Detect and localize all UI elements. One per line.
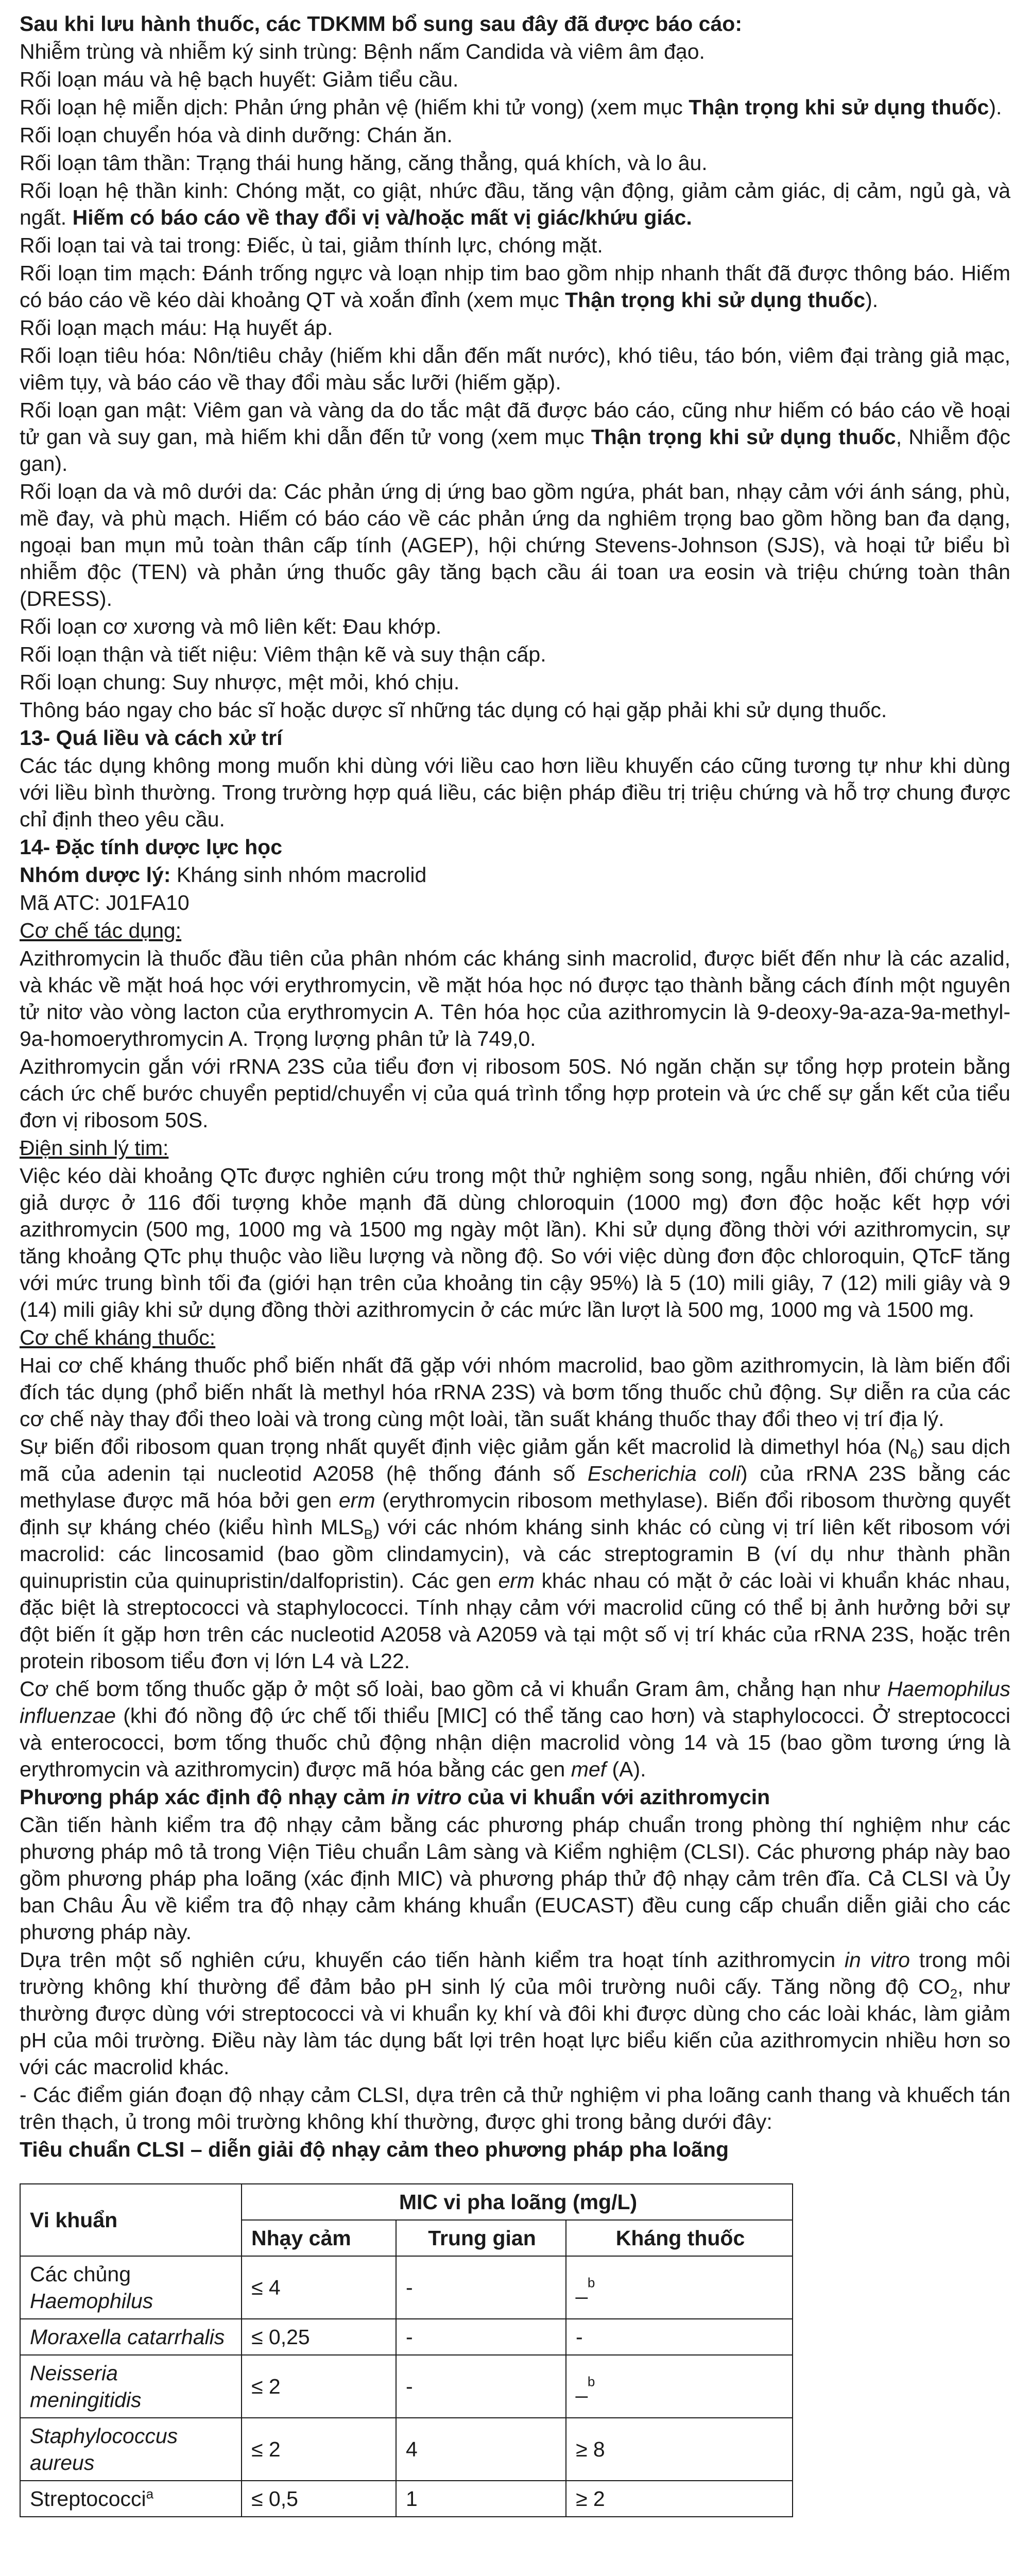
cell-organism <box>20 2355 242 2418</box>
italic-organism: Escherichia coli <box>587 1462 741 1485</box>
resistant-value: ≥ 2 <box>576 2487 605 2511</box>
paragraph-psychiatric: Rối loạn tâm thần: Trạng thái hung hăng, căng thẳng, quá khích, và lo âu. <box>20 151 708 175</box>
paragraph-method-3: - Các điểm gián đoạn độ nhạy cảm CLSI, dựa trên cả thử nghiệm vi pha loãng canh thang và khuếch tán trên thạch, ủ trong môi trường không khí thường, được ghi trong bảng dưới đây: <box>20 2083 1010 2133</box>
table-row <box>20 2319 793 2355</box>
italic-gene: erm <box>498 1569 535 1592</box>
paragraph-resistance-1: Hai cơ chế kháng thuốc phổ biến nhất đã gặp với nhóm macrolid, bao gồm azithromycin, là làm biến đổi đích tác dụng (phổ biến nhất là methyl hóa rRNA 23S) và bơm tống thuốc chủ động. Sự diễn ra của các cơ chế này thay đổi theo loài và trong cùng một loài, tần suất kháng thuốc thay đổi theo vị trí địa lý. <box>20 1353 1010 1431</box>
table-row <box>20 2355 793 2418</box>
header-mic-group: MIC vi pha loãng (mg/L) <box>242 2184 793 2220</box>
paragraph-renal: Rối loạn thận và tiết niệu: Viêm thận kẽ và suy thận cấp. <box>20 642 546 666</box>
paragraph-hepatobiliary <box>20 397 1010 477</box>
footnote-mark: a <box>146 2486 154 2502</box>
pharmacologic-group <box>20 861 1010 888</box>
organism-italic: Neisseria meningitidis <box>30 2361 142 2412</box>
paragraph-mechanism-1: Azithromycin là thuốc đầu tiên của phân nhóm các kháng sinh macrolid, được biết đến như là các azalid, và khác về mặt hoá học với erythromycin, về mặt hóa học nó được tạo thành bằng cách đính một nguyên tử nitơ vào vòng lacton của erythromycin A. Tên hóa học của azithromycin là 9-deoxy-9a-aza-9a-methyl-9a-homoerythromycin A. Trọng lượng phân tử là 749,0. <box>20 946 1010 1050</box>
cell-susceptible: ≤ 4 <box>242 2256 396 2319</box>
header-intermediate: Trung gian <box>396 2220 566 2256</box>
header-organism: Vi khuẩn <box>20 2184 242 2256</box>
subheading-resistance: Cơ chế kháng thuốc: <box>20 1326 216 1349</box>
cell-resistant <box>566 2256 793 2319</box>
paragraph-report-notice: Thông báo ngay cho bác sĩ hoặc dược sĩ những tác dụng có hại gặp phải khi sử dụng thuốc. <box>20 698 887 722</box>
text: Cơ chế bơm tống thuốc gặp ở một số loài, bao gồm cả vi khuẩn Gram âm, chẳng hạn như <box>20 1677 887 1701</box>
text: ). <box>989 95 1002 119</box>
text: ). <box>865 288 879 312</box>
resistant-value: - <box>576 2325 583 2349</box>
table-caption: Tiêu chuẩn CLSI – diễn giải độ nhạy cảm theo phương pháp pha loãng <box>20 2138 729 2161</box>
resistant-value: ≥ 8 <box>576 2437 605 2461</box>
paragraph-mechanism-2: Azithromycin gắn với rRNA 23S của tiểu đơn vị ribosom 50S. Nó ngăn chặn sự tổng hợp protein bằng cách ức chế bước chuyển peptid/chuyển vị của quá trình tổng hợp protein và ức chế sự gắn kết của tiểu đơn vị ribosom 50S. <box>20 1055 1010 1132</box>
cell-resistant <box>566 2319 793 2355</box>
paragraph-resistance-2 <box>20 1433 1010 1674</box>
text: Rối loạn hệ miễn dịch: Phản ứng phản vệ (hiếm khi tử vong) (xem mục <box>20 95 689 119</box>
footnote-mark: b <box>587 2374 595 2389</box>
text: Rối loạn tim mạch: Đánh trống ngực và loạn nhịp tim bao gồm nhịp nhanh thất đã được thông báo. Hiếm có báo cáo về kéo dài khoảng QT và xoắn đỉnh (xem mục <box>20 261 1010 312</box>
text: (erythromycin ribosom methylase). Biến đổi ribosom thường quyết định sự kháng chéo (kiểu hình MLS <box>20 1488 1010 1539</box>
cell-resistant <box>566 2418 793 2481</box>
subheading-susceptibility-method <box>20 1784 1010 1810</box>
text: ) của rRNA 23S bằng các methylase được mã hóa bởi gen <box>20 1462 1010 1512</box>
text: ) sau dịch mã của adenin tại nucleotid A2058 (hệ thống đánh số <box>20 1435 1010 1485</box>
cell-susceptible: ≤ 0,5 <box>242 2481 396 2517</box>
cell-susceptible: ≤ 0,25 <box>242 2319 396 2355</box>
resistant-value: _ <box>576 2375 588 2398</box>
paragraph-method-1: Cần tiến hành kiểm tra độ nhạy cảm bằng các phương pháp chuẩn trong phòng thí nghiệm như các phương pháp mô tả trong Viện Tiêu chuẩn Lâm sàng và Kiểm nghiệm (CLSI). Các phương pháp này bao gồm phương pháp pha loãng (xác định MIC) và phương pháp thử độ nhạy cảm trên đĩa. Cả CLSI và Ủy ban Châu Âu về kiểm tra độ nhạy cảm kháng khuẩn (EUCAST) đều cung cấp chuẩn diễn giải cho các phương pháp này. <box>20 1813 1010 1944</box>
text: Rối loạn gan mật: Viêm gan và vàng da do tắc mật đã được báo cáo, cũng như hiếm có báo cáo về hoại tử gan và suy gan, mà hiếm khi dẫn đến tử vong (xem mục <box>20 398 1010 449</box>
text: Dựa trên một số nghiên cứu, khuyến cáo tiến hành kiểm tra hoạt tính azithromycin <box>20 1948 845 1972</box>
cell-susceptible: ≤ 2 <box>242 2418 396 2481</box>
bold-ref: Thận trọng khi sử dụng thuốc <box>689 95 989 119</box>
paragraph-infections: Nhiễm trùng và nhiễm ký sinh trùng: Bệnh nấm Candida và viêm âm đạo. <box>20 40 705 63</box>
mic-breakpoint-table <box>20 2183 793 2517</box>
text: (A). <box>606 1757 646 1781</box>
paragraph-skin: Rối loạn da và mô dưới da: Các phản ứng dị ứng bao gồm ngứa, phát ban, nhạy cảm với ánh sáng, phù, mề đay, và phù mạch. Hiếm có báo cáo về các phản ứng da nghiêm trọng bao gồm hồng ban đa dạng, ngoại ban mụn mủ toàn thân cấp tính (AGEP), hội chứng Stevens-Johnson (SJS), và hoại tử biểu bì nhiễm độc (TEN) và phản ứng thuốc gây tăng bạch cầu ái toan ưa eosin và triệu chứng toàn thân (DRESS). <box>20 480 1010 611</box>
cell-resistant <box>566 2355 793 2418</box>
bold-ref: Thận trọng khi sử dụng thuốc <box>591 425 896 449</box>
subscript: 2 <box>950 1986 958 2002</box>
cell-organism <box>20 2319 242 2355</box>
text: , như thường được dùng với streptococci và vi khuẩn kỵ khí và đôi khi được dùng cho các loài khác, làm giảm pH của môi trường. Điều này làm tác dụng bất lợi trên hoạt lực biểu kiến của azithromycin nhiều hơn so với các macrolid khác. <box>20 1975 1010 2079</box>
subheading-electrophysiology: Điện sinh lý tim: <box>20 1136 169 1160</box>
section-heading-overdose: 13- Quá liều và cách xử trí <box>20 726 283 750</box>
bold-note: Hiếm có báo cáo về thay đổi vị và/hoặc mất vị giác/khứu giác. <box>72 206 692 229</box>
paragraph-general: Rối loạn chung: Suy nhược, mệt mỏi, khó chịu. <box>20 670 460 694</box>
paragraph-nervous <box>20 177 1010 231</box>
paragraph-gastro: Rối loạn tiêu hóa: Nôn/tiêu chảy (hiếm khi dẫn đến mất nước), khó tiêu, táo bón, viêm đại tràng giả mạc, viêm tụy, và báo cáo về thay đổi màu sắc lưỡi (hiếm gặp). <box>20 344 1010 394</box>
cell-intermediate: - <box>396 2319 566 2355</box>
text: của vi khuẩn với azithromycin <box>461 1785 770 1809</box>
footnote-mark: b <box>587 2275 595 2291</box>
header-susceptible: Nhạy cảm <box>242 2220 396 2256</box>
cell-intermediate: 4 <box>396 2418 566 2481</box>
italic-term: in vitro <box>391 1785 462 1809</box>
paragraph-blood: Rối loạn máu và hệ bạch huyết: Giảm tiểu cầu. <box>20 67 459 91</box>
italic-organism: Haemophilus influenzae <box>20 1677 1010 1727</box>
organism-italic: Staphylococcus aureus <box>30 2424 178 2475</box>
intro-line: Sau khi lưu hành thuốc, các TDKMM bổ sung sau đây đã được báo cáo: <box>20 12 742 36</box>
paragraph-ear: Rối loạn tai và tai trong: Điếc, ù tai, giảm thính lực, chóng mặt. <box>20 233 603 257</box>
paragraph-musculoskeletal: Rối loạn cơ xương và mô liên kết: Đau khớp. <box>20 615 442 638</box>
paragraph-metabolism: Rối loạn chuyển hóa và dinh dưỡng: Chán ăn. <box>20 123 453 147</box>
paragraph-overdose: Các tác dụng không mong muốn khi dùng với liều cao hơn liều khuyến cáo cũng tương tự như khi dùng với liều bình thường. Trong trường hợp quá liều, các biện pháp điều trị triệu chứng và hỗ trợ chung được chỉ định theo yêu cầu. <box>20 754 1010 831</box>
cell-intermediate: 1 <box>396 2481 566 2517</box>
text: ) với các nhóm kháng sinh khác có cùng vị trí liên kết ribosom với macrolid: các lincosamid (bao gồm clindamycin), và các streptogramin B (ví dụ như thành phần quinupristin của quinupristin/dalfopristin). Các gen <box>20 1515 1010 1592</box>
paragraph-electrophysiology: Việc kéo dài khoảng QTc được nghiên cứu trong một thử nghiệm song song, ngẫu nhiên, đối chứng với giả dược ở 116 đối tượng khỏe mạnh đã dùng chloroquin (1000 mg) đơn độc hoặc kết hợp với azithromycin (500 mg, 1000 mg và 1500 mg ngày một lần). Khi sử dụng đồng thời với azithromycin, sự tăng khoảng QTc phụ thuộc vào liều lượng và nồng độ. So với việc dùng đơn độc chloroquin, QTcF tăng với mức trung bình tối đa (giới hạn trên của khoảng tin cậy 95%) là 5 (10) mili giây, 7 (12) mili giây và 9 (14) mili giây khi sử dụng đồng thời azithromycin ở các mức lần lượt là 500 mg, 1000 mg và 1500 mg. <box>20 1164 1010 1321</box>
group-value: Kháng sinh nhóm macrolid <box>170 863 427 887</box>
italic-gene: mef <box>571 1757 607 1781</box>
paragraph-cardiac <box>20 260 1010 313</box>
paragraph-immune <box>20 94 1010 121</box>
organism-text: Streptococci <box>30 2487 146 2511</box>
atc-code: Mã ATC: J01FA10 <box>20 891 190 914</box>
organism-text: Các chủng <box>30 2262 131 2286</box>
group-label: Nhóm dược lý: <box>20 863 171 887</box>
cell-organism <box>20 2481 242 2517</box>
organism-italic: Moraxella catarrhalis <box>30 2325 225 2349</box>
text: , Nhiễm độc gan). <box>20 425 1010 476</box>
subscript: 6 <box>909 1446 918 1462</box>
header-resistant: Kháng thuốc <box>566 2220 793 2256</box>
text: khác nhau có mặt ở các loài vi khuẩn khác nhau, đặc biệt là streptococci và staphylococci. Tính nhạy cảm với macrolid cũng có thể bị ảnh hưởng bởi sự đột biến ít gặp hơn trên các nucleotid A2058 và A2059 và tại một số vị trí khác của rRNA 23S, hoặc trên protein ribosom tiểu đơn vị lớn L4 và L22. <box>20 1569 1010 1673</box>
table-row <box>20 2418 793 2481</box>
resistant-value: _ <box>576 2276 588 2299</box>
text: Rối loạn hệ thần kinh: Chóng mặt, co giật, nhức đầu, tăng vận động, giảm cảm giác, dị cảm, ngủ gà, và ngất. <box>20 179 1010 229</box>
subheading-mechanism: Cơ chế tác dụng: <box>20 919 182 942</box>
section-heading-pharmacodynamics: 14- Đặc tính dược lực học <box>20 835 283 859</box>
table-row <box>20 2256 793 2319</box>
bold-ref: Thận trọng khi sử dụng thuốc <box>565 288 866 312</box>
subscript: B <box>364 1527 373 1543</box>
cell-susceptible: ≤ 2 <box>242 2355 396 2418</box>
cell-intermediate: - <box>396 2355 566 2418</box>
cell-organism <box>20 2418 242 2481</box>
text: trong môi trường không khí thường để đảm bảo pH sinh lý của môi trường nuôi cấy. Tăng nồng độ CO <box>20 1948 1010 1998</box>
text: (khi đó nồng độ ức chế tối thiểu [MIC] có thể tăng cao hơn) và staphylococci. Ở streptococci và enterococci, bơm tống thuốc chủ động nhận diện macrolid vòng 14 và 15 (bao gồm tương ứng là erythromycin và azithromycin) được mã hóa bằng các gen <box>20 1704 1010 1781</box>
table-row <box>20 2481 793 2517</box>
paragraph-resistance-3 <box>20 1675 1010 1783</box>
paragraph-vascular: Rối loạn mạch máu: Hạ huyết áp. <box>20 316 333 340</box>
cell-intermediate: - <box>396 2256 566 2319</box>
paragraph-method-2 <box>20 1946 1010 2080</box>
table-body <box>20 2256 793 2517</box>
text: Sự biến đổi ribosom quan trọng nhất quyết định việc giảm gắn kết macrolid là dimethyl hóa (N <box>20 1435 910 1459</box>
italic-gene: erm <box>338 1488 375 1512</box>
cell-resistant <box>566 2481 793 2517</box>
cell-organism <box>20 2256 242 2319</box>
organism-italic: Haemophilus <box>30 2289 153 2313</box>
text: Phương pháp xác định độ nhạy cảm <box>20 1785 391 1809</box>
table-header-row <box>20 2184 793 2220</box>
italic-term: in vitro <box>844 1948 910 1972</box>
